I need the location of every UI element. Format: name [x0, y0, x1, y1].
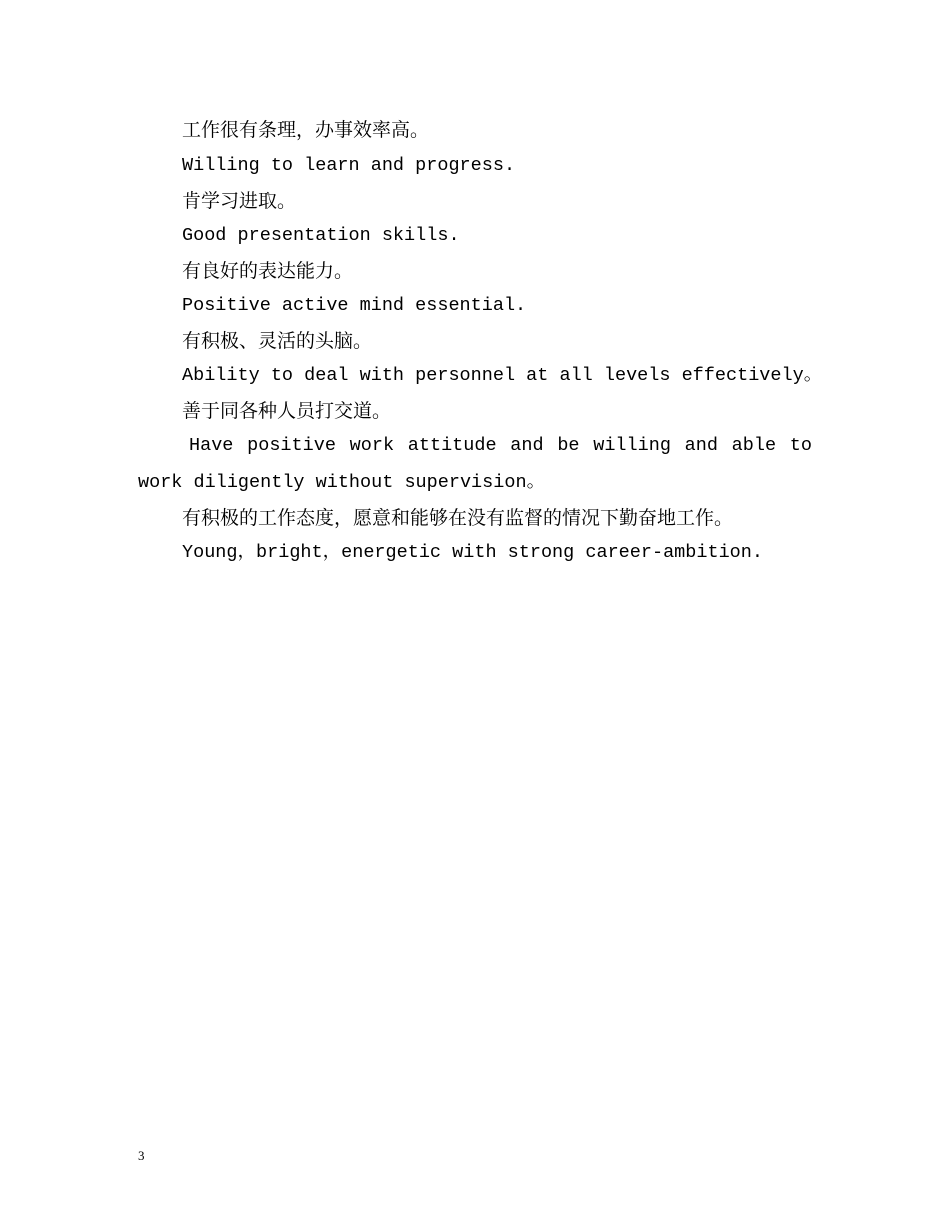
- text-line-13: Young，bright，energetic with strong career-ambition.: [182, 542, 763, 563]
- text-line-9: 善于同各种人员打交道。: [182, 400, 392, 422]
- text-line-2: Willing to learn and progress.: [182, 155, 516, 176]
- text-line-10: Have positive work attitude and be willing and able to: [189, 435, 812, 456]
- text-line-8: Ability to deal with personnel at all levels effectively。: [182, 365, 823, 386]
- text-line-4: Good presentation skills.: [182, 225, 460, 246]
- text-line-5: 有良好的表达能力。: [182, 260, 354, 282]
- page-number: 3: [138, 1148, 145, 1163]
- text-line-1: 工作很有条理，办事效率高。: [182, 119, 430, 141]
- text-line-6: Positive active mind essential.: [182, 295, 527, 316]
- text-line-11: work diligently without supervision。: [138, 472, 546, 493]
- text-line-7: 有积极、灵活的头脑。: [182, 330, 373, 352]
- text-line-12: 有积极的工作态度，愿意和能够在没有监督的情况下勤奋地工作。: [182, 507, 734, 529]
- text-line-3: 肯学习进取。: [182, 190, 297, 212]
